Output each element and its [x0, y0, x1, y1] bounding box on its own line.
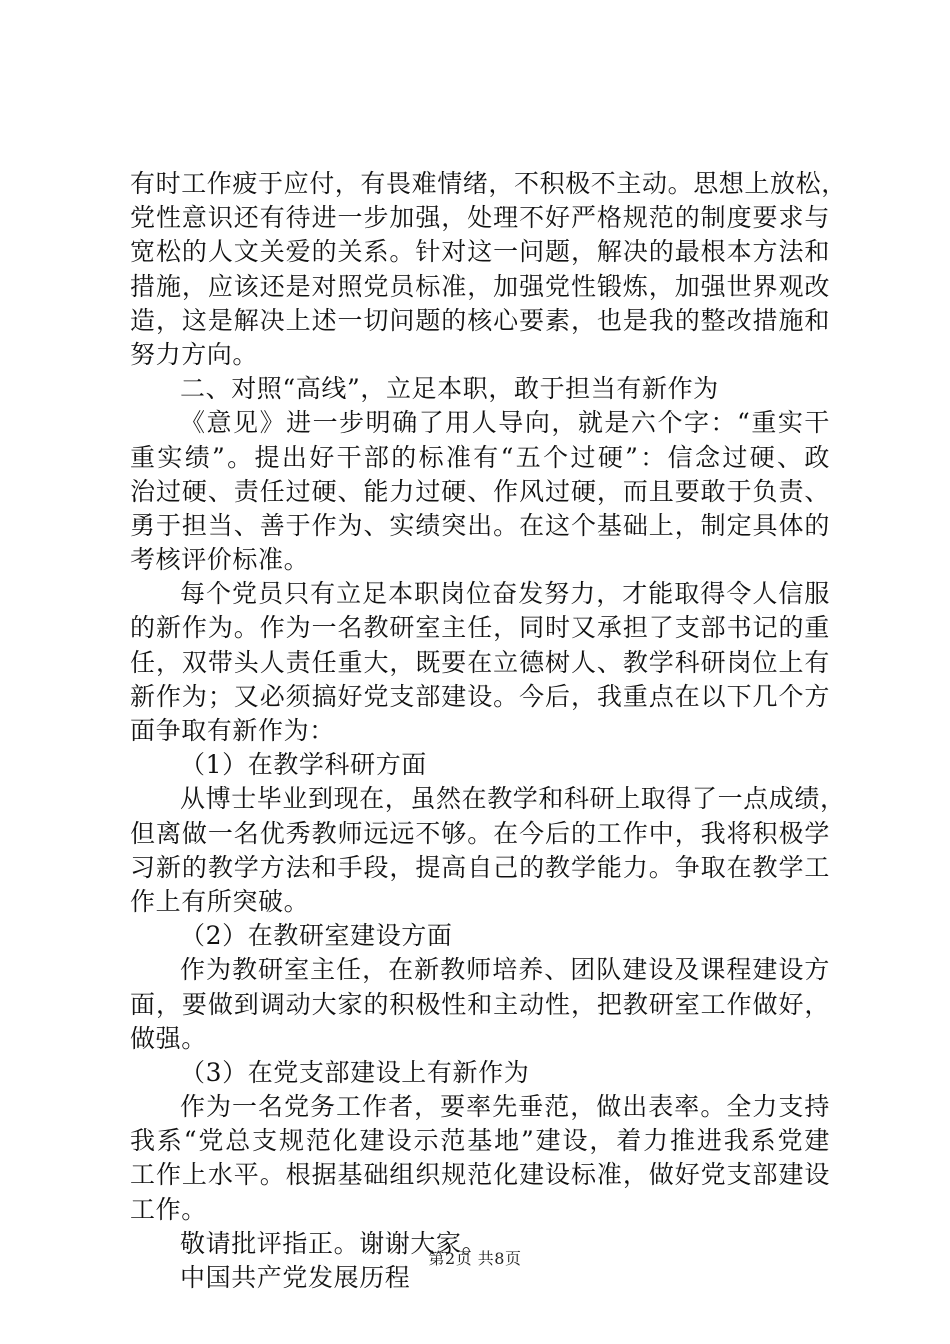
- text-line: 勇于担当、善于作为、实绩突出。在这个基础上，制定具体的: [130, 510, 830, 540]
- text-line: 治过硬、责任过硬、能力过硬、作风过硬，而且要敢于负责、: [130, 476, 830, 506]
- text-line: （3）在党支部建设上有新作为: [180, 1057, 530, 1087]
- text-line: 考核评价标准。: [130, 545, 310, 575]
- text-line: 重实绩”。提出好干部的标准有“五个过硬”：信念过硬、政: [130, 442, 830, 472]
- text-line: 习新的教学方法和手段，提高自己的教学能力。争取在教学工: [130, 852, 830, 882]
- text-line: 有时工作疲于应付，有畏难情绪，不积极不主动。思想上放松，: [130, 169, 847, 198]
- text-line: 二、对照“高线”，立足本职，敢于担当有新作为: [180, 374, 719, 404]
- text-line: 工作上水平。根据基础组织规范化建设标准，做好党支部建设: [130, 1160, 830, 1190]
- text-line: 做强。: [130, 1023, 207, 1053]
- text-line: 从博士毕业到现在，虽然在教学和科研上取得了一点成绩，: [180, 784, 846, 814]
- text-line: 宽松的人文关爱的关系。针对这一问题，解决的最根本方法和: [130, 237, 830, 267]
- text-line: （2）在教研室建设方面: [180, 921, 453, 951]
- text-line: 作为一名党务工作者，要率先垂范，做出表率。全力支持: [180, 1092, 830, 1122]
- text-line: 作为教研室主任，在新教师培养、团队建设及课程建设方: [180, 955, 830, 985]
- text-line: 工作。: [130, 1194, 207, 1224]
- text-line: 任，双带头人责任重大，既要在立德树人、教学科研岗位上有: [130, 647, 830, 677]
- text-line: 党性意识还有待进一步加强，处理不好严格规范的制度要求与: [130, 203, 830, 233]
- text-line: 造，这是解决上述一切问题的核心要素，也是我的整改措施和: [130, 305, 830, 335]
- text-line: 作上有所突破。: [130, 886, 310, 916]
- text-line: 努力方向。: [130, 339, 259, 369]
- text-line: 面争取有新作为：: [130, 716, 335, 745]
- text-line: 措施，应该还是对照党员标准，加强党性锻炼，加强世界观改: [130, 271, 830, 301]
- page-footer: 第2页 共8页: [428, 1249, 522, 1268]
- text-line: 的新作为。作为一名教研室主任，同时又承担了支部书记的重: [130, 613, 830, 643]
- text-line: 但离做一名优秀教师远远不够。在今后的工作中，我将积极学: [130, 818, 830, 848]
- text-line: 《意见》进一步明确了用人导向，就是六个字：“重实干: [180, 408, 830, 438]
- text-line: 每个党员只有立足本职岗位奋发努力，才能取得令人信服: [180, 579, 830, 609]
- document-body: [130, 167, 847, 1295]
- text-line: 新作为；又必须搞好党支部建设。今后，我重点在以下几个方: [130, 681, 830, 711]
- text-line: 敬请批评指正。谢谢大家。: [180, 1228, 488, 1258]
- text-line: （1）在教学科研方面: [180, 750, 427, 780]
- text-line: 我系“党总支规范化建设示范基地”建设，着力推进我系党建: [130, 1126, 830, 1156]
- text-line: 面，要做到调动大家的积极性和主动性，把教研室工作做好，: [130, 989, 830, 1019]
- text-line: 中国共产党发展历程: [180, 1263, 411, 1292]
